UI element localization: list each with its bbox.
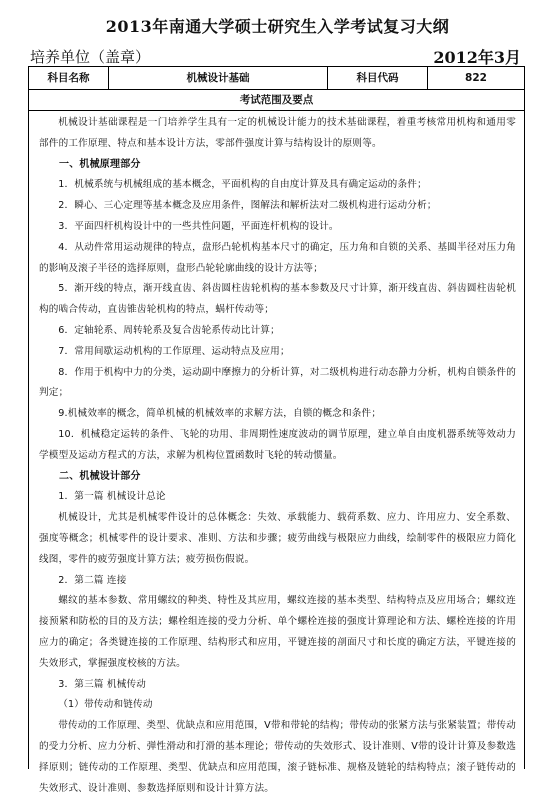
outline-paragraph: 机械设计，尤其是机械零件设计的总体概念：失效、承载能力、载荷系数、应力、许用应力、安全系数、强度等概念；机械零件的设计要求、准则、方法和步骤；疲劳曲线与极限应力曲线，绘制零件的极限应力简化线图，零件的疲劳强度计算方法；疲劳损伤假说。 <box>39 512 516 565</box>
scope-title: 考试范围及要点 <box>29 90 524 111</box>
subject-name: 机械设计基础 <box>109 67 328 89</box>
unit-label: 培养单位（盖章） <box>30 48 151 66</box>
subject-name-label: 科目名称 <box>29 67 109 89</box>
outline-item: 6．定轴轮系、周转轮系及复合齿轮系传动比计算； <box>58 324 280 336</box>
date: 2012年3月 <box>433 48 521 67</box>
outline-item: 1．机械系统与机械组成的基本概念，平面机构的自由度计算及具有确定运动的条件； <box>58 179 427 191</box>
outline-item: 2．瞬心、三心定理等基本概念及应用条件，图解法和解析法对二级机构进行运动分析； <box>58 200 437 212</box>
subject-code-label: 科目代码 <box>328 67 428 89</box>
outline-item: 7．常用间歇运动机构的工作原理、运动特点及应用； <box>58 345 290 357</box>
outline-item: 10．机械稳定运转的条件、飞轮的功用、非周期性速度波动的调节原理，建立单自由度机器系统等效动力学模型及运动方程式的方法，求解为机构位置函数时飞轮的转动惯量。 <box>39 428 516 461</box>
outline-content <box>39 113 516 799</box>
subsection-heading: 3．第三篇 机械传动 <box>58 678 147 690</box>
outline-item: 8．作用于机构中力的分类，运动副中摩擦力的分析计算，对二级机构进行动态静力分析，机构自锁条件的判定； <box>39 366 516 399</box>
outline-item: 9.机械效率的概念，简单机械的机械效率的求解方法，自锁的概念和条件； <box>58 408 382 420</box>
subsection-heading: 2．第二篇 连接 <box>58 574 127 586</box>
subsection-heading: 1．第一篇 机械设计总论 <box>58 491 166 503</box>
outline-item: 4．从动件常用运动规律的特点，盘形凸轮机构基本尺寸的确定，压力角和自锁的关系、基圆半径对压力角的影响及滚子半径的选择原则，盘形凸轮轮廓曲线的设计方法等； <box>39 241 516 274</box>
subject-code: 822 <box>465 72 487 84</box>
subsection-heading: （1）带传动和链传动 <box>58 699 153 711</box>
outline-item: 5．渐开线的特点，渐开线直齿、斜齿圆柱齿轮机构的基本参数及尺寸计算，渐开线直齿、斜齿圆柱齿轮机构的啮合传动，直齿锥齿轮机构的特点，蜗杆传动等； <box>39 283 516 316</box>
unit-row <box>30 46 525 68</box>
page-title: 2013年南通大学硕士研究生入学考试复习大纲 <box>105 17 450 36</box>
section-heading: 二、机械设计部分 <box>59 470 141 482</box>
outline-table <box>28 66 525 794</box>
outline-paragraph: 带传动的工作原理、类型、优缺点和应用范围，V带和带轮的结构；带传动的张紧方法与张紧装置；带传动的受力分析、应力分析、弹性滑动和打滑的基本理论；带传动的失效形式、设计准则、V带的设计计算及参数选择原则；链传动的工作原理、类型、优缺点和应用范围，滚子链标准、规格及链轮的结构特点；滚子链传动的失效形式、设计准则、参数选择原则和设计计算方法。 <box>39 720 516 794</box>
section-heading: 一、机械原理部分 <box>59 158 141 170</box>
outline-paragraph: 螺纹的基本参数、常用螺纹的种类、特性及其应用，螺纹连接的基本类型、结构特点及应用场合；螺纹连接预紧和防松的目的及方法；螺栓组连接的受力分析、单个螺栓连接的强度计算理论和方法、螺栓连接的许用应力的确定；各类键连接的工作原理、结构形式和应用，平键连接的剖面尺寸和长度的确定方法，平键连接的失效形式，掌握强度校核的方法。 <box>39 595 516 669</box>
intro-paragraph: 机械设计基础课程是一门培养学生具有一定的机械设计能力的技术基础课程，着重考核常用机构和通用零部件的工作原理、特点和基本设计方法，零部件强度计算与结构设计的原则等。 <box>39 117 516 149</box>
outline-item: 3．平面四杆机构设计中的一些共性问题，平面连杆机构的设计。 <box>58 220 339 232</box>
subject-row <box>29 67 524 90</box>
